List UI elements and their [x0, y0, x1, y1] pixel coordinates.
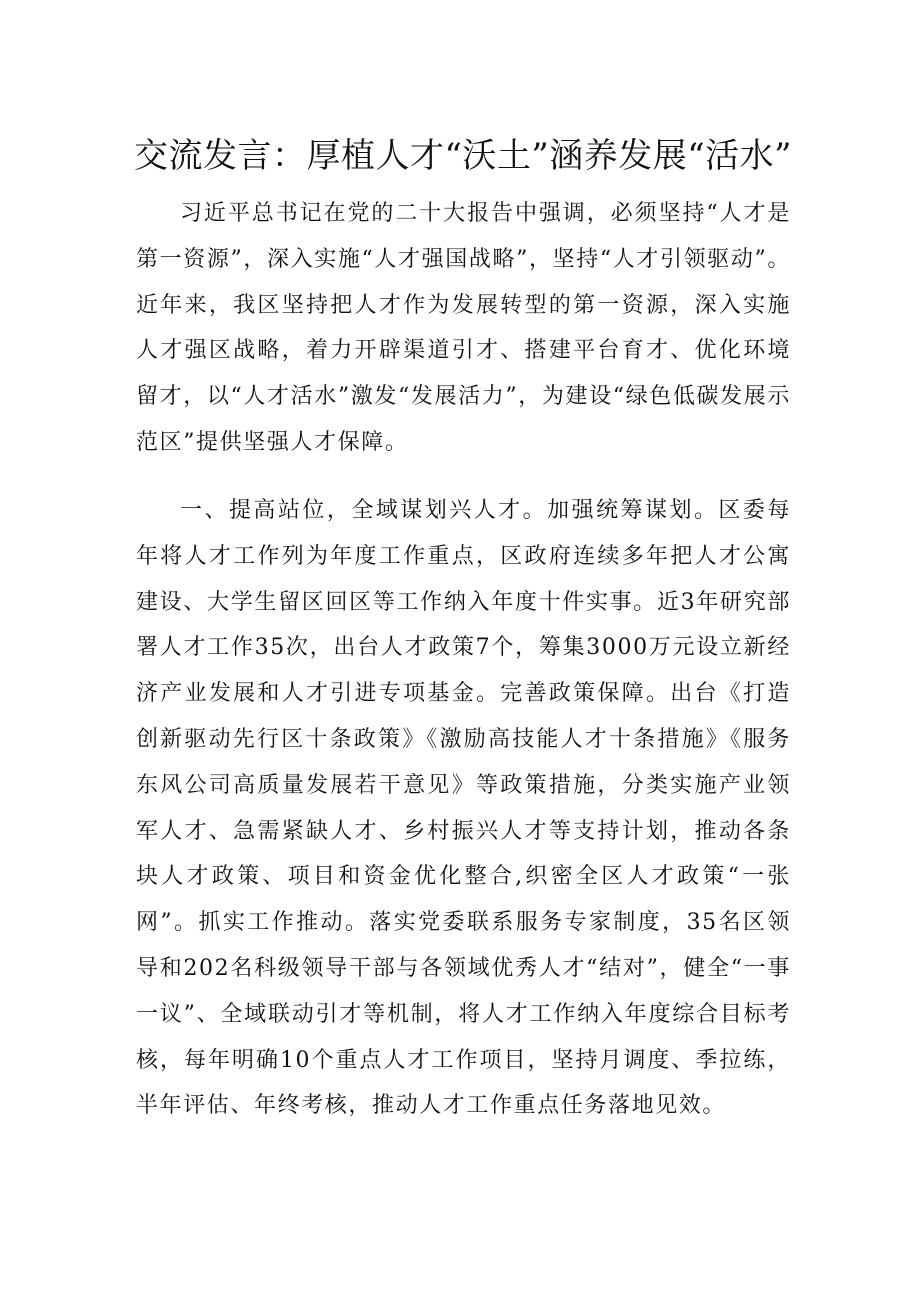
paragraph-section-one: 一、提高站位，全域谋划兴人才。加强统筹谋划。区委每年将人才工作列为年度工作重点，区政府连续多年把人才公寓建设、大学生留区回区等工作纳入年度十件实事。近3年研究部署人才工作35次，出台人才政策7个，筹集3000万元设立新经济产业发展和人才引进专项基金。完善政策保障。出台《打造创新驱动先行区十条政策》《激励高技能人才十条措施》《服务东风公司高质量发展若干意见》等政策措施，分类实施产业领军人才、急需紧缺人才、乡村振兴人才等支持计划，推动各条块人才政策、项目和资金优化整合,织密全区人才政策“一张网”。抓实工作推动。落实党委联系服务专家制度，35名区领导和202名科级领导干部与各领域优秀人才“结对”，健全“一事一议”、全域联动引才等机制，将人才工作纳入年度综合目标考核，每年明确10个重点人才工作项目，坚持月调度、季拉练，半年评估、年终考核，推动人才工作重点任务落地见效。 [136, 498, 791, 1119]
document-title: 交流发言：厚植人才“沃土”涵养发展“活水” [134, 136, 793, 176]
paragraph-intro: 习近平总书记在党的二十大报告中强调，必须坚持“人才是第一资源”，深入实施“人才强国战略”，坚持“人才引领驱动”。近年来，我区坚持把人才作为发展转型的第一资源，深入实施人才强区战略，着力开辟渠道引才、搭建平台育才、优化环境留才，以“人才活水”激发“发展活力”，为建设“绿色低碳发展示范区”提供坚强人才保障。 [136, 201, 791, 455]
